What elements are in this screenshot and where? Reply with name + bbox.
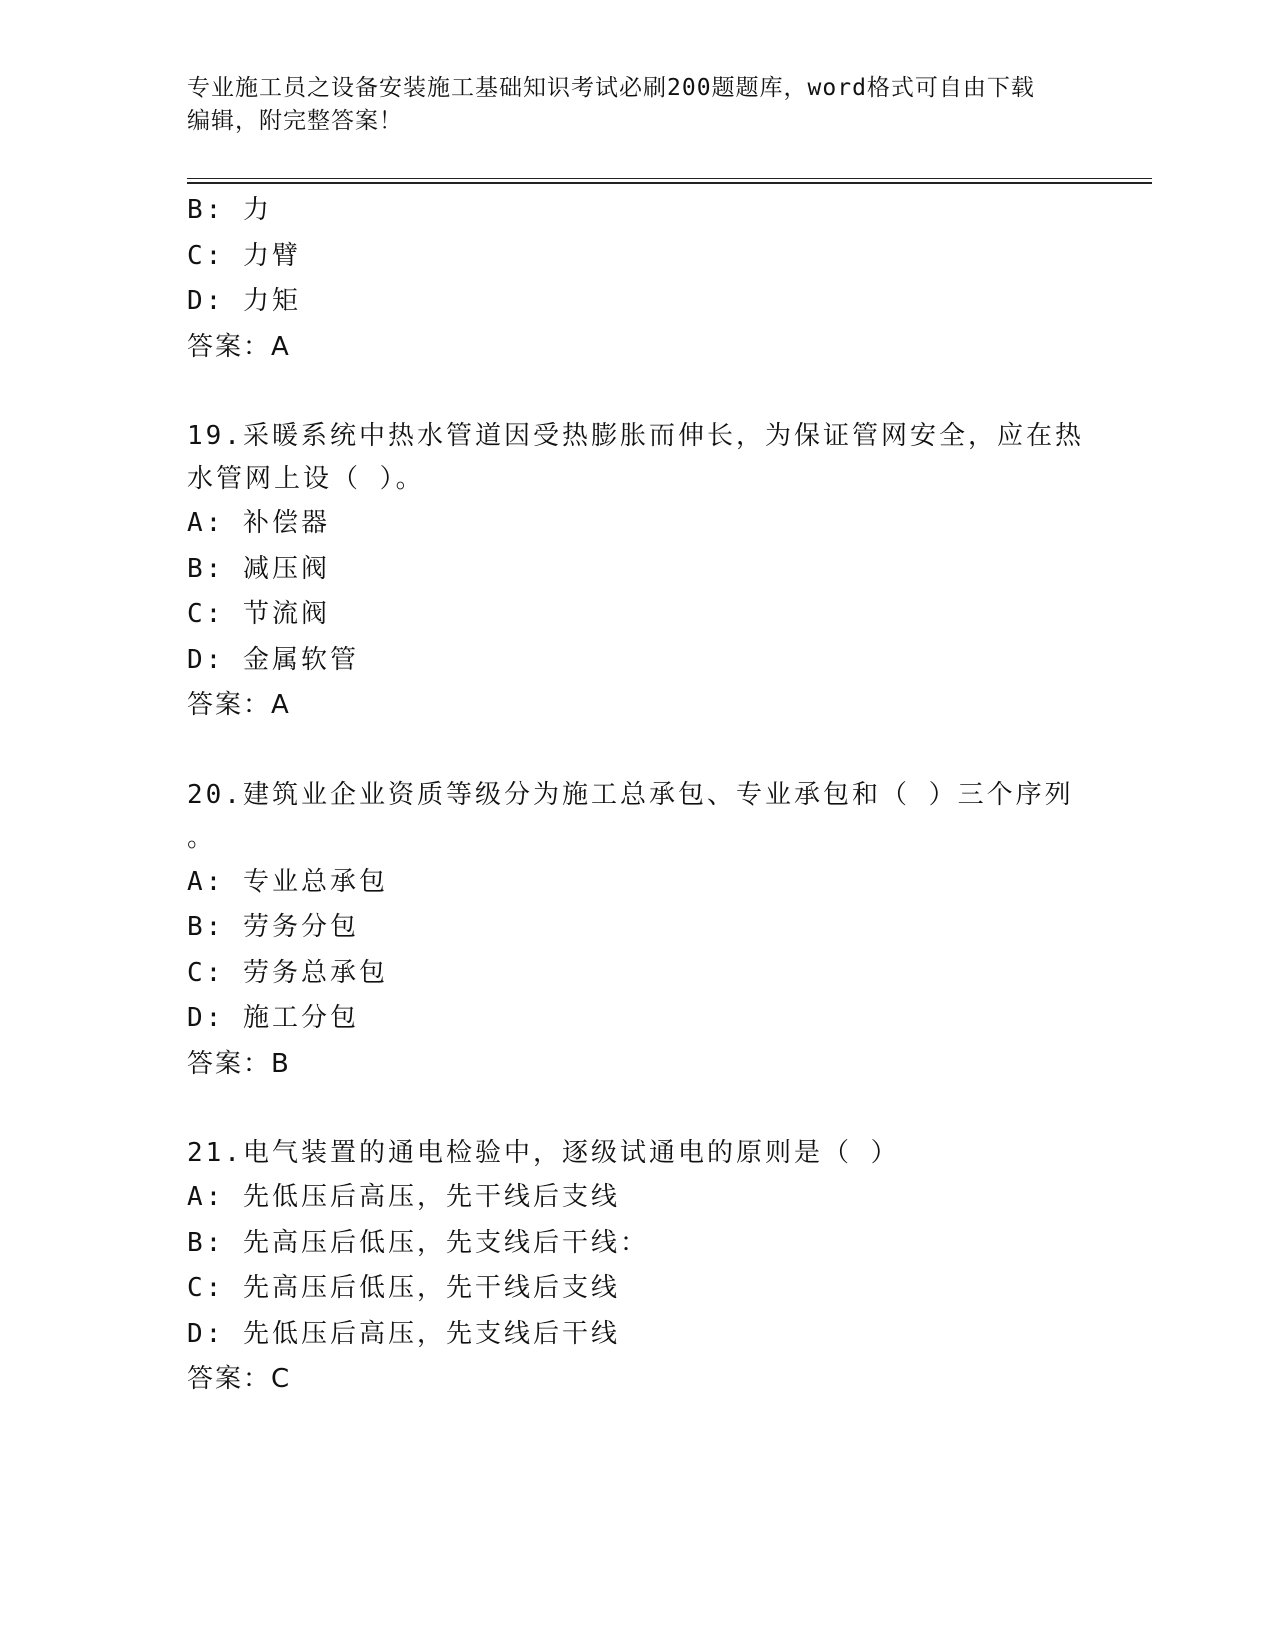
- option-c: C: 先高压后低压，先干线后支线: [187, 1273, 620, 1303]
- header-line-1: 专业施工员之设备安装施工基础知识考试必刷200题题库，word格式可自由下载: [187, 75, 1035, 101]
- answer: 答案：C: [187, 1364, 292, 1394]
- question-text-line-1: 19.采暖系统中热水管道因受热膨胀而伸长，为保证管网安全，应在热: [187, 421, 1084, 451]
- option-c: C: 力臂: [187, 240, 301, 271]
- option-d: D: 施工分包: [187, 1003, 359, 1033]
- option-b: B: 先高压后低压，先支线后干线：: [187, 1227, 649, 1258]
- option-a: A: 先低压后高压，先干线后支线: [187, 1182, 620, 1212]
- header-divider-thin: [187, 178, 1152, 179]
- question-20: [187, 774, 1087, 1088]
- option-d: D: 力矩: [187, 286, 301, 316]
- option-c: C: 节流阀: [187, 599, 330, 629]
- question-list: [187, 188, 1087, 1403]
- header-line-2: 编辑，附完整答案！: [187, 108, 403, 134]
- answer: 答案：A: [187, 331, 291, 362]
- question-18-partial: [187, 188, 1087, 370]
- question-21: [187, 1132, 1087, 1403]
- option-b: B: 减压阀: [187, 553, 330, 584]
- document-header: [187, 72, 1067, 138]
- header-divider-thick: [187, 182, 1152, 184]
- answer: 答案：A: [187, 690, 291, 720]
- option-d: D: 金属软管: [187, 644, 359, 675]
- question-19: [187, 415, 1087, 729]
- answer: 答案：B: [187, 1048, 291, 1079]
- question-text-line-2: 水管网上设（ ）。: [187, 464, 425, 494]
- option-a: A: 补偿器: [187, 508, 330, 538]
- option-d: D: 先低压后高压，先支线后干线: [187, 1318, 620, 1349]
- question-text-line-1: 20.建筑业企业资质等级分为施工总承包、专业承包和（ ）三个序列: [187, 779, 1074, 810]
- option-a: A: 专业总承包: [187, 866, 388, 897]
- option-c: C: 劳务总承包: [187, 957, 388, 988]
- option-b: B: 劳务分包: [187, 912, 359, 942]
- option-b: B: 力: [187, 195, 272, 225]
- question-text-line-2: 。: [187, 822, 217, 853]
- question-text-line-1: 21.电气装置的通电检验中，逐级试通电的原则是（ ）: [187, 1138, 900, 1168]
